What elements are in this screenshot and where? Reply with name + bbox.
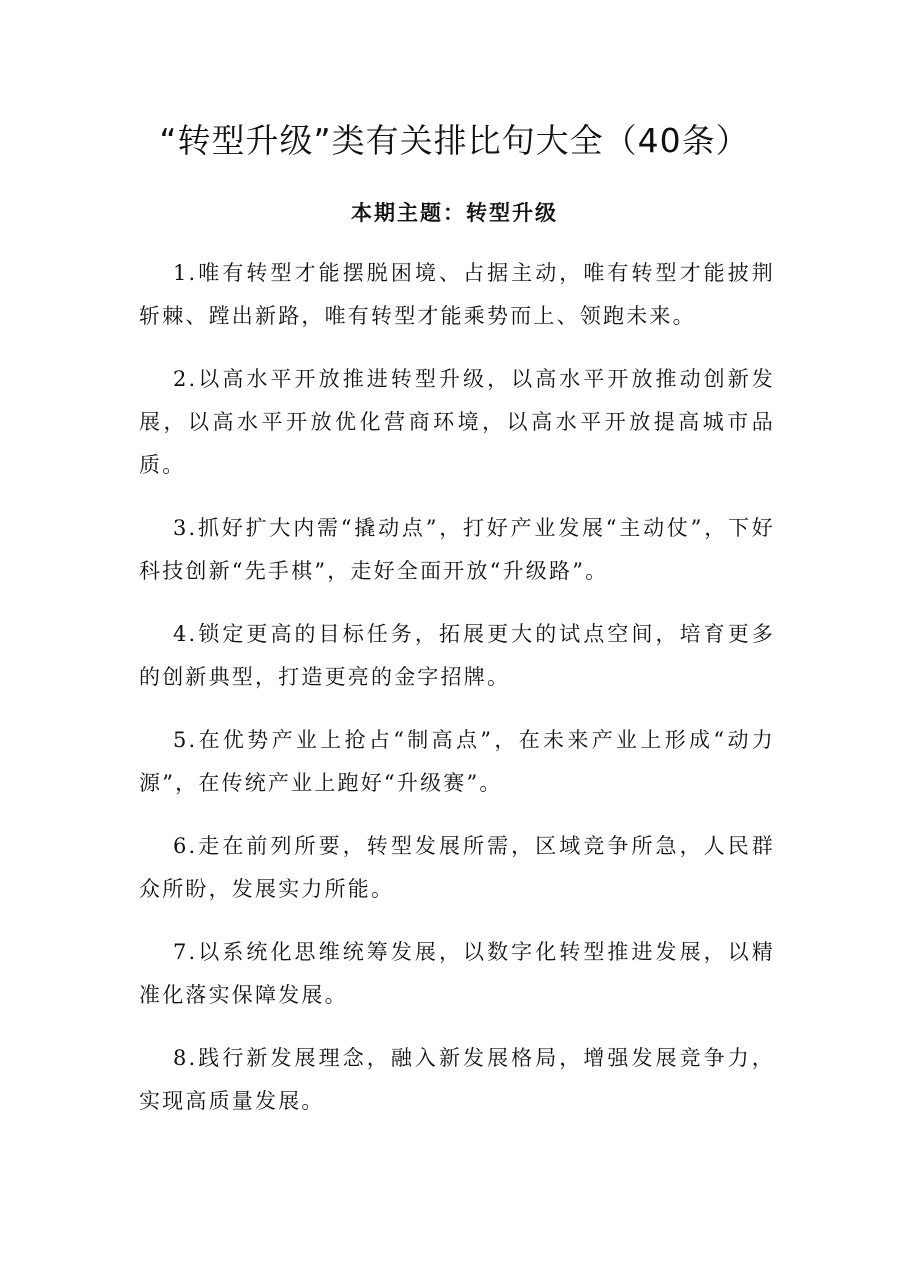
document-title: “转型升级”类有关排比句大全（40条） — [159, 121, 750, 160]
list-item-3: 3.抓好扩大内需“撬动点”，打好产业发展“主动仗”，下好科技创新“先手棋”，走好全面开放“升级路”。 — [139, 516, 775, 583]
list-item-6: 6.走在前列所要，转型发展所需，区域竞争所急，人民群众所盼，发展实力所能。 — [139, 834, 775, 901]
list-item-8: 8.践行新发展理念，融入新发展格局，增强发展竞争力，实现高质量发展。 — [139, 1046, 775, 1113]
list-item-7: 7.以系统化思维统筹发展，以数字化转型推进发展，以精准化落实保障发展。 — [139, 940, 775, 1007]
list-item-2: 2.以高水平开放推进转型升级，以高水平开放推动创新发展，以高水平开放优化营商环境，以高水平开放提高城市品质。 — [139, 367, 775, 477]
list-item-1: 1.唯有转型才能摆脱困境、占据主动，唯有转型才能披荆斩棘、蹚出新路，唯有转型才能乘势而上、领跑未来。 — [139, 261, 775, 328]
list-item-5: 5.在优势产业上抢占“制高点”，在未来产业上形成“动力源”，在传统产业上跑好“升级赛”。 — [139, 728, 775, 795]
list-item-4: 4.锁定更高的目标任务，拓展更大的试点空间，培育更多的创新典型，打造更亮的金字招牌。 — [139, 622, 775, 689]
document-subtitle: 本期主题：转型升级 — [351, 201, 558, 225]
document-body — [139, 252, 775, 1143]
